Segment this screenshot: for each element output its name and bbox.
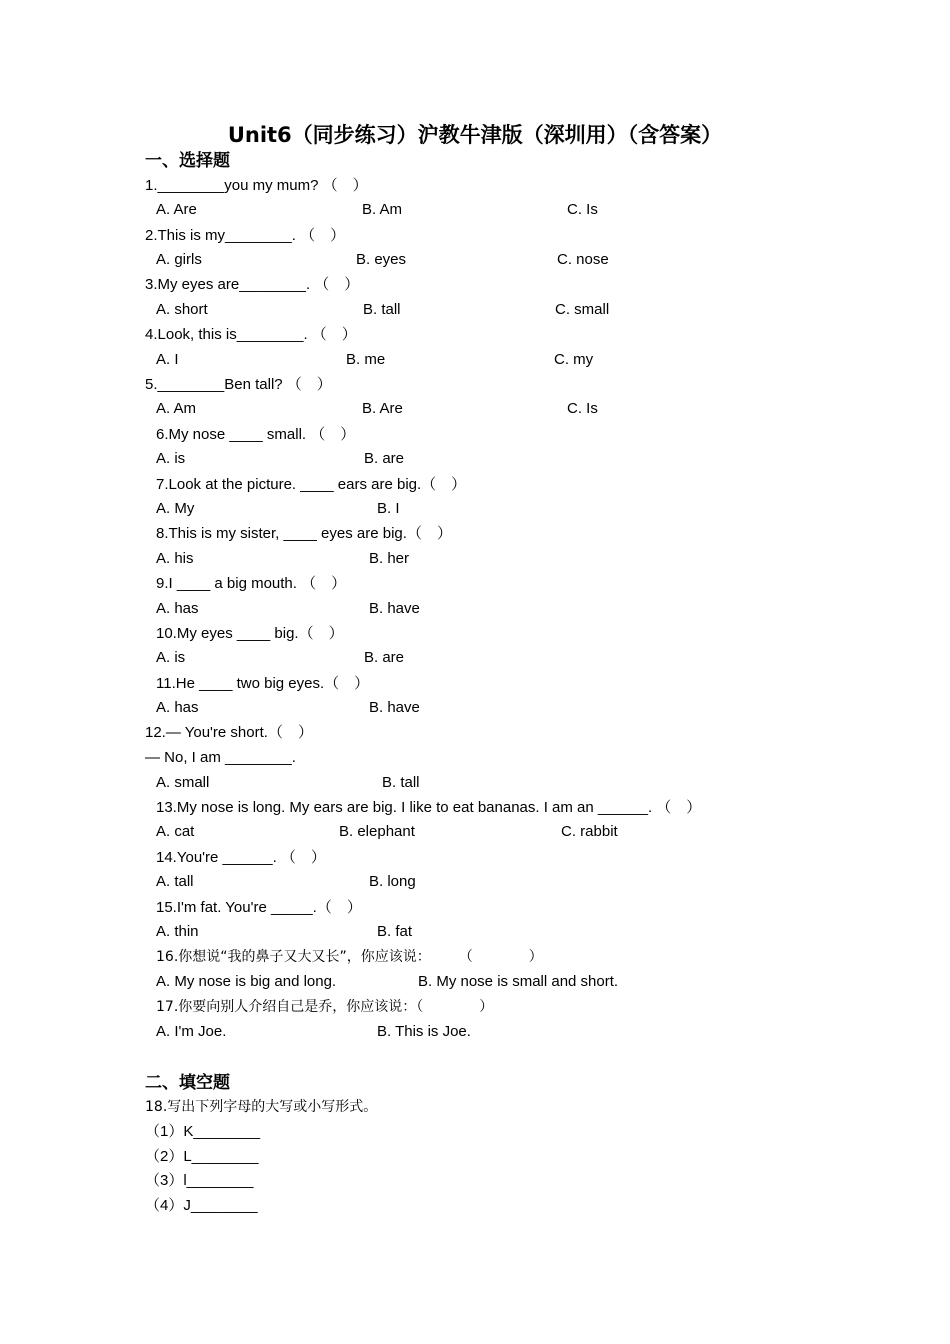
- option-c: C. rabbit: [561, 823, 618, 840]
- question-text: 2.This is my________. （ ）: [145, 227, 346, 244]
- fill-item: （3）l________: [145, 1172, 254, 1189]
- question-reply: — No, I am ________.: [145, 749, 296, 766]
- fill-item: （1）K________: [145, 1123, 261, 1140]
- option-a: A. I: [156, 351, 179, 368]
- option-a: A. small: [156, 774, 210, 791]
- option-b: B. have: [369, 600, 420, 617]
- option-a: A. tall: [156, 873, 194, 890]
- fill-item: （4）J________: [145, 1197, 258, 1214]
- option-a: A. Am: [156, 400, 197, 417]
- question-text: 11.He ____ two big eyes.（ ）: [156, 675, 370, 692]
- question-text: 7.Look at the picture. ____ ears are big.（ ）: [156, 476, 467, 493]
- option-b: B. me: [346, 351, 386, 368]
- option-b: B. I: [377, 500, 400, 517]
- option-b: B. eyes: [356, 251, 407, 268]
- option-a: A. My: [156, 500, 195, 517]
- question-text: 13.My nose is long. My ears are big. I like to eat bananas. I am an ______. （ ）: [156, 799, 702, 816]
- question-text: 1.________you my mum? （ ）: [145, 177, 368, 194]
- option-b: B. are: [364, 450, 405, 467]
- option-c: C. nose: [557, 251, 609, 268]
- option-c: C. Is: [567, 201, 598, 218]
- option-a: A. has: [156, 699, 199, 716]
- question-text: 4.Look, this is________. （ ）: [145, 326, 357, 343]
- question-text: 6.My nose ____ small. （ ）: [156, 426, 356, 443]
- option-a: A. short: [156, 301, 208, 318]
- option-b: B. My nose is small and short.: [418, 973, 619, 990]
- fill-item: （2）L________: [145, 1148, 259, 1165]
- question-text: 17.你要向别人介绍自己是乔，你应该说：（ ）: [156, 999, 494, 1015]
- section-heading-choice: 一、选择题: [145, 151, 230, 171]
- option-a: A. his: [156, 550, 194, 567]
- option-b: B. long: [369, 873, 416, 890]
- question-text: 15.I'm fat. You're _____.（ ）: [156, 899, 362, 916]
- option-b: B. Are: [362, 400, 403, 417]
- option-c: C. small: [555, 301, 610, 318]
- question-text: 10.My eyes ____ big.（ ）: [156, 625, 344, 642]
- option-a: A. thin: [156, 923, 199, 940]
- option-a: A. girls: [156, 251, 202, 268]
- option-c: C. my: [554, 351, 594, 368]
- option-b: B. tall: [382, 774, 420, 791]
- option-b: B. are: [364, 649, 405, 666]
- option-a: A. I'm Joe.: [156, 1023, 227, 1040]
- option-c: C. Is: [567, 400, 598, 417]
- option-a: A. is: [156, 450, 186, 467]
- fill-prompt: 18.写出下列字母的大写或小写形式。: [145, 1099, 378, 1115]
- question-text: 12.— You're short.（ ）: [145, 724, 313, 741]
- question-text: 5.________Ben tall? （ ）: [145, 376, 332, 393]
- option-b: B. elephant: [339, 823, 415, 840]
- option-a: A. My nose is big and long.: [156, 973, 337, 990]
- option-a: A. is: [156, 649, 186, 666]
- option-a: A. Are: [156, 201, 197, 218]
- question-text: 9.I ____ a big mouth. （ ）: [156, 575, 347, 592]
- question-text: 8.This is my sister, ____ eyes are big.（ ）: [156, 525, 452, 542]
- option-b: B. her: [369, 550, 410, 567]
- page-title: Unit6（同步练习）沪教牛津版（深圳用）（含答案）: [227, 123, 723, 147]
- question-text: 14.You're ______. （ ）: [156, 849, 326, 866]
- section-heading-fill: 二、填空题: [145, 1073, 230, 1093]
- question-text: 3.My eyes are________. （ ）: [145, 276, 360, 293]
- option-a: A. has: [156, 600, 199, 617]
- option-b: B. fat: [377, 923, 413, 940]
- option-b: B. have: [369, 699, 420, 716]
- option-b: B. This is Joe.: [377, 1023, 471, 1040]
- option-a: A. cat: [156, 823, 195, 840]
- question-text: 16.你想说“我的鼻子又大又长”，你应该说： （ ）: [156, 949, 543, 965]
- option-b: B. Am: [362, 201, 403, 218]
- option-b: B. tall: [363, 301, 401, 318]
